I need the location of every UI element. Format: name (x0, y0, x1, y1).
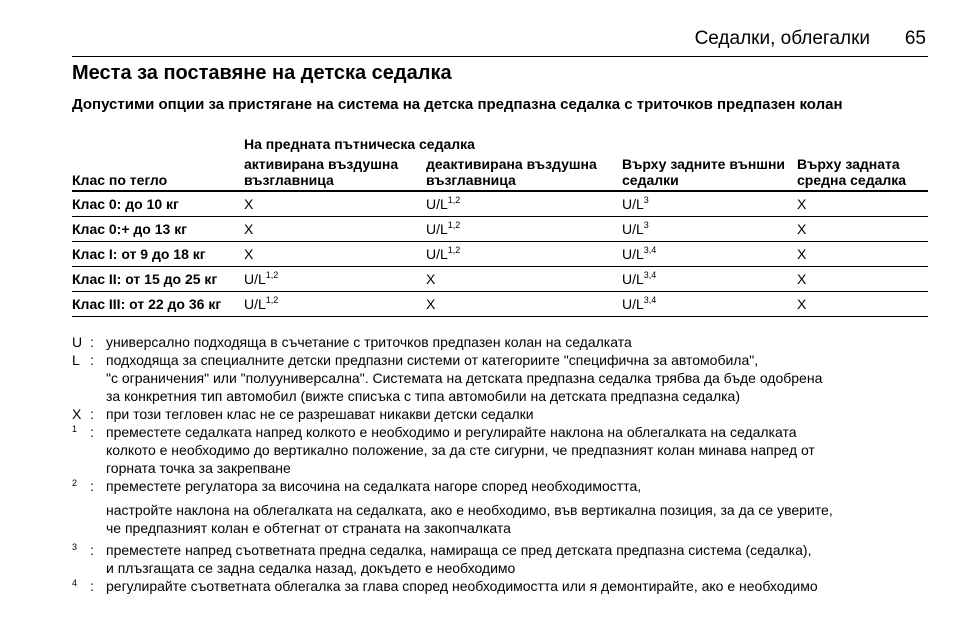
legend-line: регулирайте съответната облегалка за глава според необходимостта или я демонтирайте, ако е необходимо (106, 578, 818, 594)
legend-separator: : (90, 424, 94, 440)
table-subtitle: Допустими опции за пристягане на система на детска предпазна седалка с триточков предпазен колан (72, 96, 843, 113)
legend-item (72, 351, 928, 405)
legend-text (106, 577, 928, 595)
airbag-off-cell: X (426, 271, 436, 287)
table-row (72, 192, 928, 217)
rear-outer-cell: $U/L^{3,4}$ (622, 270, 657, 287)
rear-middle-cell: X (797, 246, 807, 262)
legend-key: 1 (72, 424, 78, 434)
column-header-rear-middle: Върху задната средна седалка (797, 156, 907, 188)
legend-line: преместете напред съответната предна седалка, намираща се пред детската предпазна система (седалка), (106, 542, 812, 558)
legend-line: колкото е необходимо до вертикално положение, за да сте сигурни, че предпазният колан минава напред от (106, 442, 815, 458)
table-row (72, 217, 928, 242)
legend-line: горната точка за закрепване (106, 460, 291, 476)
legend-line: за конкретния тип автомобил (вижте списъка с типа автомобили на детската предпазна седалка) (106, 388, 740, 404)
legend-item (72, 333, 928, 351)
table-row (72, 292, 928, 317)
weight-class-cell: Клас III: от 22 до 36 кг (72, 296, 222, 312)
legend-line: преместете регулатора за височина на седалката нагоре според необходимостта, (106, 478, 642, 494)
legend-item (72, 405, 928, 423)
rear-outer-cell: $U/L^{3,4}$ (622, 295, 657, 312)
legend-item (72, 423, 928, 477)
legend-key: L (72, 352, 80, 368)
legend-item (72, 577, 928, 595)
legend-text (106, 351, 928, 405)
legend-text (106, 423, 928, 477)
airbag-on-cell: X (244, 246, 254, 262)
rear-middle-cell: X (797, 296, 807, 312)
airbag-off-cell: $U/L^{1,2}$ (426, 195, 461, 212)
legend-line: настройте наклона на облегалката на седалката, ако е необходимо, във вертикална позиция, за да се уверите, (106, 502, 833, 518)
rear-outer-cell: $U/L^{3,4}$ (622, 245, 657, 262)
airbag-on-cell: X (244, 196, 254, 212)
legend-item (72, 541, 928, 577)
airbag-on-cell: X (244, 221, 254, 237)
airbag-off-cell: $U/L^{1,2}$ (426, 245, 461, 262)
airbag-on-cell: $U/L^{1,2}$ (244, 295, 279, 312)
page-number: 65 (904, 28, 926, 49)
weight-class-cell: Клас II: от 15 до 25 кг (72, 271, 218, 287)
legend-text (106, 477, 928, 537)
weight-class-cell: Клас I: от 9 до 18 кг (72, 246, 206, 262)
column-header-rear-outer: Върху задните външни седалки (622, 156, 786, 188)
legend-text (106, 405, 928, 423)
legend-line: при този тегловен клас не се разрешават никакви детски седалки (106, 406, 534, 422)
legend-line: и плъзгащата се задна седалка назад, докъдето е необходимо (106, 560, 516, 576)
section-title: Места за поставяне на детска седалка (72, 62, 452, 84)
legend-separator: : (90, 578, 94, 594)
front-seat-group-header: На предната пътническа седалка (244, 136, 475, 152)
rear-outer-cell: $U/L^3$ (622, 220, 649, 237)
table-row (72, 242, 928, 267)
legend-separator: : (90, 352, 94, 368)
page-header (72, 26, 928, 57)
legend-key: U (72, 334, 83, 350)
legend-separator: : (90, 406, 94, 422)
table-legend (72, 333, 928, 595)
weight-class-cell: Клас 0:+ до 13 кг (72, 221, 188, 237)
legend-key: 4 (72, 578, 78, 588)
column-header-airbag-off: деактивирана въздушна възглавница (426, 156, 597, 188)
legend-separator: : (90, 542, 94, 558)
legend-separator: : (90, 478, 94, 494)
rear-middle-cell: X (797, 271, 807, 287)
legend-item (72, 477, 928, 537)
legend-line: "с ограничения" или "полууниверсална". Системата на детската предпазна седалка трябва да бъде одобрена (106, 370, 823, 386)
column-header-airbag-on: активирана въздушна възглавница (244, 156, 399, 188)
legend-text (106, 333, 928, 351)
airbag-off-cell: $U/L^{1,2}$ (426, 220, 461, 237)
weight-class-cell: Клас 0: до 10 кг (72, 196, 179, 212)
rear-outer-cell: $U/L^3$ (622, 195, 649, 212)
column-header-weight-class: Клас по тегло (72, 172, 168, 188)
legend-line: универсално подходяща в съчетание с триточков предпазен колан на седалката (106, 334, 632, 350)
legend-line: че предпазният колан е обтегнат от страната на закопчалката (106, 520, 511, 536)
airbag-off-cell: X (426, 296, 436, 312)
legend-key: X (72, 406, 82, 422)
legend-key: 2 (72, 478, 78, 488)
rear-middle-cell: X (797, 196, 807, 212)
legend-line: преместете седалката напред колкото е необходимо и регулирайте наклона на облегалката на седалката (106, 424, 797, 440)
legend-text (106, 541, 928, 577)
legend-line: подходяща за специалните детски предпазни системи от категориите "специфична за автомобила", (106, 352, 759, 368)
airbag-on-cell: $U/L^{1,2}$ (244, 270, 279, 287)
legend-key: 3 (72, 542, 78, 552)
legend-separator: : (90, 334, 94, 350)
running-title: Седалки, облегалки (694, 28, 870, 49)
table-row (72, 267, 928, 292)
rear-middle-cell: X (797, 221, 807, 237)
